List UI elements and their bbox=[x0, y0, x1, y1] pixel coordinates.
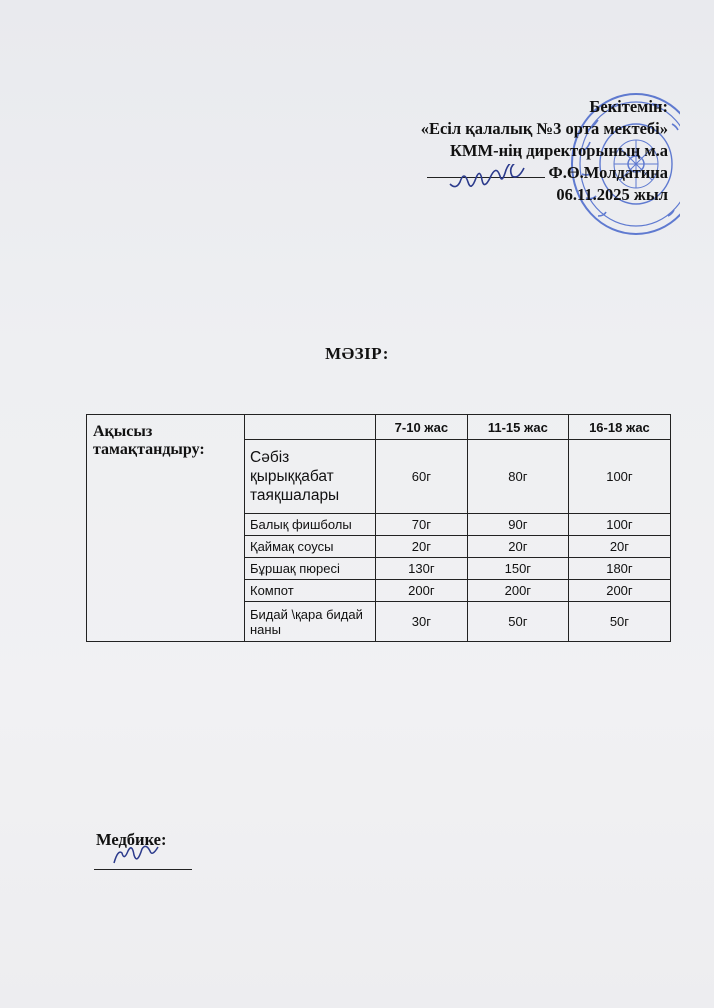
portion-value: 200г bbox=[568, 580, 670, 602]
dish-name: Балық фишболы bbox=[245, 514, 376, 536]
approval-date: 06.11.2025 жыл bbox=[556, 185, 668, 204]
portion-value: 70г bbox=[376, 514, 468, 536]
approval-heading: Бекітемін: bbox=[589, 97, 668, 116]
table-header-row bbox=[87, 415, 671, 440]
header-empty-cell bbox=[245, 415, 376, 440]
portion-value: 200г bbox=[467, 580, 568, 602]
portion-value: 150г bbox=[467, 558, 568, 580]
portion-value: 100г bbox=[568, 514, 670, 536]
menu-table bbox=[86, 414, 671, 642]
director-signature bbox=[448, 164, 538, 198]
portion-value: 20г bbox=[568, 536, 670, 558]
portion-value: 130г bbox=[376, 558, 468, 580]
age-header: 16-18 жас bbox=[568, 415, 670, 440]
portion-value: 20г bbox=[467, 536, 568, 558]
nurse-signature-line bbox=[94, 869, 192, 870]
dish-name: Сәбіз қырыққабат таяқшалары bbox=[245, 440, 376, 514]
director-title: КММ-нің директорының м.а bbox=[449, 141, 668, 160]
dish-name: Компот bbox=[245, 580, 376, 602]
director-name: Ф.Ө.Молдатина bbox=[548, 163, 668, 182]
portion-value: 100г bbox=[568, 440, 670, 514]
category-cell: Ақысыз тамақтандыру: bbox=[87, 415, 245, 642]
nurse-signature bbox=[110, 845, 170, 871]
portion-value: 200г bbox=[376, 580, 468, 602]
portion-value: 50г bbox=[467, 602, 568, 642]
dish-name: Қаймақ соусы bbox=[245, 536, 376, 558]
school-name: «Есіл қалалық №3 орта мектебі» bbox=[420, 119, 668, 138]
portion-value: 50г bbox=[568, 602, 670, 642]
portion-value: 90г bbox=[467, 514, 568, 536]
age-header: 11-15 жас bbox=[467, 415, 568, 440]
portion-value: 20г bbox=[376, 536, 468, 558]
dish-name: Бидай \қара бидай наны bbox=[245, 602, 376, 642]
portion-value: 180г bbox=[568, 558, 670, 580]
nurse-label: Медбике: bbox=[96, 830, 167, 849]
portion-value: 30г bbox=[376, 602, 468, 642]
dish-name: Бұршақ пюресі bbox=[245, 558, 376, 580]
age-header: 7-10 жас bbox=[376, 415, 468, 440]
portion-value: 60г bbox=[376, 440, 468, 514]
portion-value: 80г bbox=[467, 440, 568, 514]
page-title: МӘЗІР: bbox=[325, 344, 389, 363]
